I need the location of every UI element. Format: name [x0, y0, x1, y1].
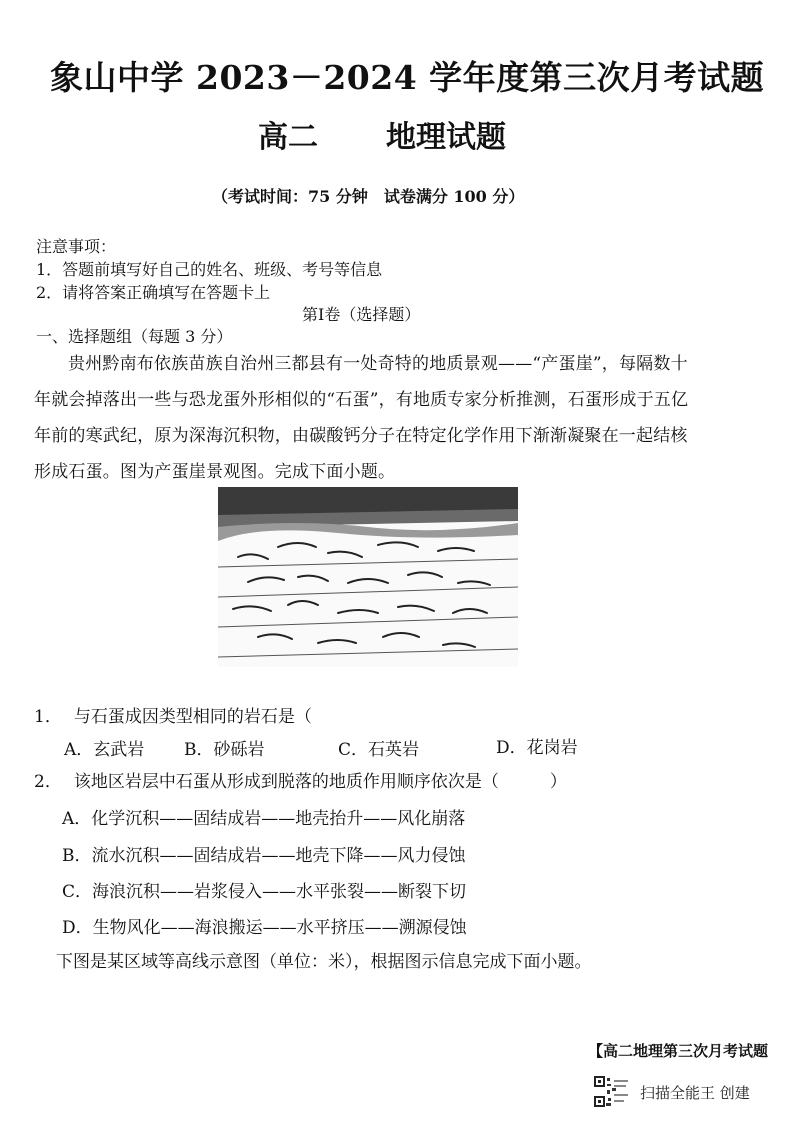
volume-heading: 第Ⅰ卷（选择题）: [302, 305, 421, 324]
subtitle-subject: 地理试题: [386, 120, 506, 155]
question-1: [34, 702, 312, 727]
exam-subtitle: [258, 112, 506, 156]
passage-text: 贵州黔南布依族苗族自治州三都县有一处奇特的地质景观——“产蛋崖”，每隔数十年就会掉落出一些与恐龙蛋外形相似的“石蛋”，有地质专家分析推测，石蛋形成于五亿年前的寒武纪，原为深海沉积物，由碳酸钙分子在特定化学作用下渐渐凝聚在一起结核形成石蛋。图为产蛋崖景观图。完成下面小题。: [34, 354, 689, 482]
question-2-option-b: B．流水沉积——固结成岩——地壳下降——风力侵蚀: [62, 846, 466, 866]
question-1-option-d: D．花岗岩: [496, 738, 578, 758]
subtitle-grade: 高二: [258, 120, 318, 155]
question-2-number: 2．: [34, 772, 62, 792]
exam-info: （考试时间：75 分钟 试卷满分 100 分）: [212, 187, 525, 206]
exam-title: 象山中学 2023－2024 学年度第三次月考试题: [50, 58, 765, 97]
footer-label: 【高二地理第三次月考试题: [587, 1042, 768, 1060]
qr-code-icon: [594, 1076, 630, 1108]
question-2-option-a: A．化学沉积——固结成岩——地壳抬升——风化崩落: [62, 809, 466, 829]
notes-item-2: 2．请将答案正确填写在答题卡上: [36, 283, 271, 302]
question-2: [34, 767, 567, 792]
cliff-photo: [218, 487, 518, 667]
scanner-watermark: 扫描全能王 创建: [640, 1084, 750, 1102]
question-2-option-d: D．生物风化——海浪搬运——水平挤压——溯源侵蚀: [62, 918, 467, 938]
question-2-option-c: C．海浪沉积——岩浆侵入——水平张裂——断裂下切: [62, 882, 467, 902]
question-1-stem: 与石蛋成因类型相同的岩石是（: [73, 707, 312, 727]
section-heading: 一、选择题组（每题 3 分）: [36, 327, 233, 346]
question-1-number: 1．: [34, 707, 62, 727]
question-1-option-b: B．砂砾岩: [184, 740, 265, 760]
next-section-intro: 下图是某区域等高线示意图（单位：米），根据图示信息完成下面小题。: [56, 952, 592, 972]
question-1-option-c: C．石英岩: [338, 740, 420, 760]
notes-heading: 注意事项：: [36, 237, 117, 256]
notes-item-1: 1．答题前填写好自己的姓名、班级、考号等信息: [36, 260, 383, 279]
question-2-stem: 该地区岩层中石蛋从形成到脱落的地质作用顺序依次是（ ）: [73, 772, 567, 792]
question-1-option-a: A．玄武岩: [64, 740, 145, 760]
